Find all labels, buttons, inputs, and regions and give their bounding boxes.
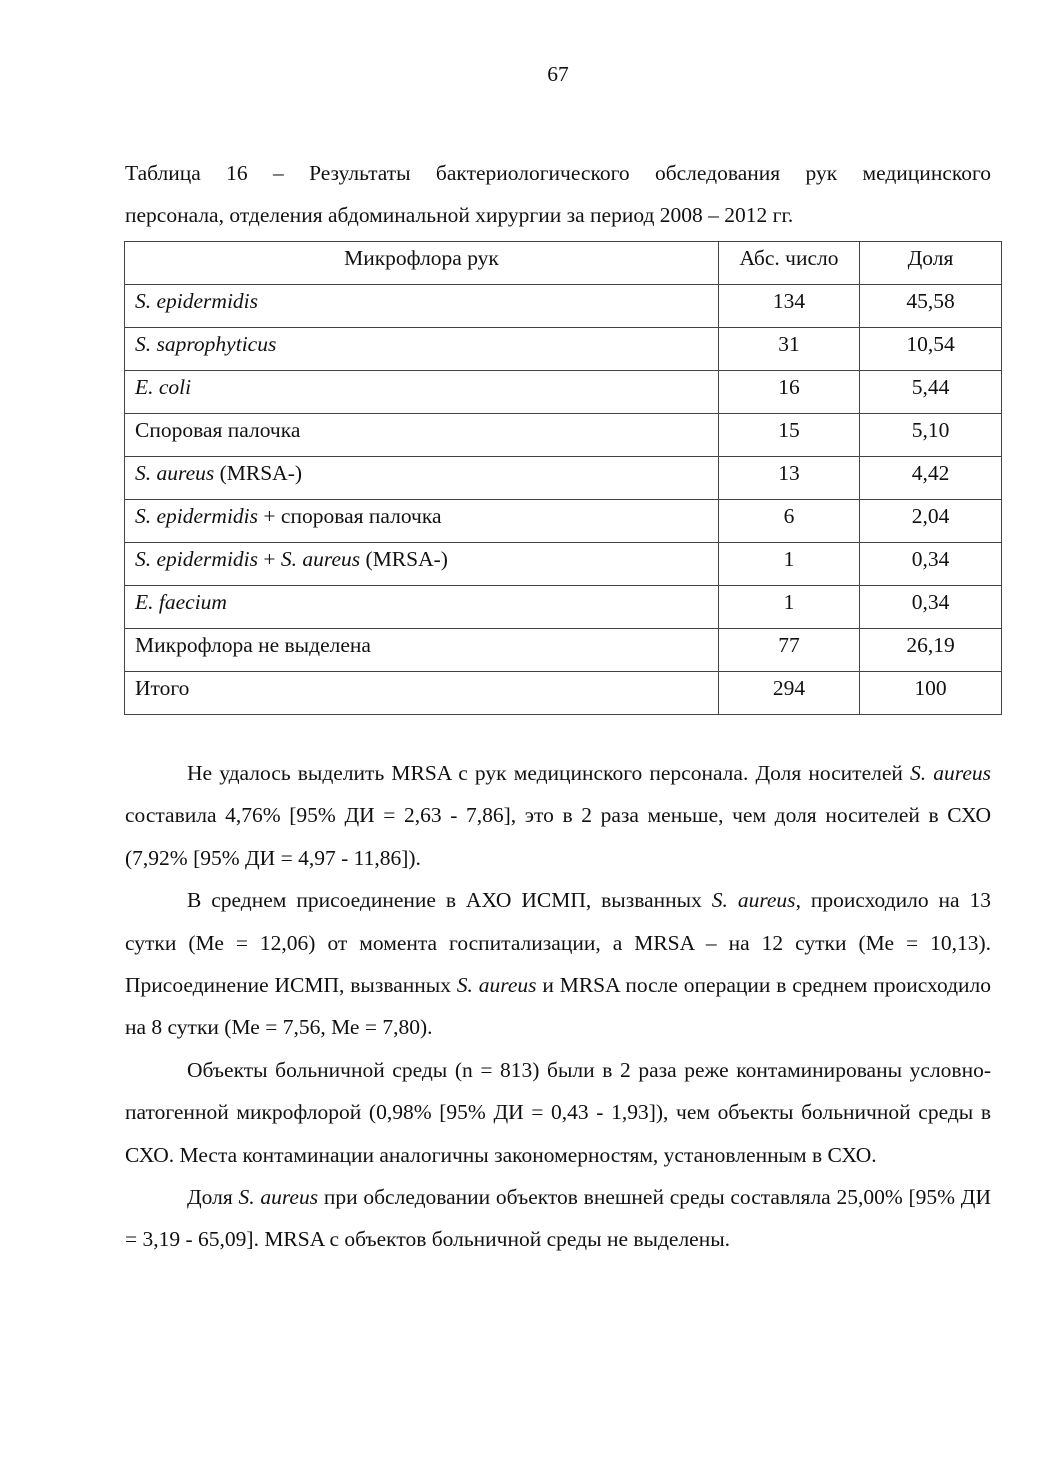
table-row bbox=[125, 414, 1002, 457]
cell-microflora bbox=[125, 457, 719, 500]
p2-text-c: , происходило на 13 сутки (Ме = 12,06) от момента госпитализации, а MRSA – на 12 сутки (Ме = 10,13). Присоединение ИСМП, вызванных bbox=[125, 888, 991, 998]
cell-abs-count: 16 bbox=[719, 371, 860, 414]
p4-text-c: при обследовании объектов внешней среды составляла 25,00% [95% ДИ = 3,19 - 65,09]. MRSA с объектов больничной среды не выделены. bbox=[125, 1185, 991, 1252]
cell-share: 0,34 bbox=[860, 543, 1002, 586]
table-row bbox=[125, 371, 1002, 414]
microflora-name-part: Микрофлора не выделена bbox=[135, 633, 371, 657]
caption-line-1: Таблица 16 – Результаты бактериологического обследования рук медицинского bbox=[125, 161, 991, 185]
cell-share: 10,54 bbox=[860, 328, 1002, 371]
cell-abs-count: 134 bbox=[719, 285, 860, 328]
cell-share: 4,42 bbox=[860, 457, 1002, 500]
paragraph-2 bbox=[125, 879, 991, 1049]
table-header-row bbox=[125, 242, 1002, 285]
microflora-name-part: S. epidermidis bbox=[135, 547, 259, 571]
cell-microflora bbox=[125, 543, 719, 586]
table-row bbox=[125, 543, 1002, 586]
p2-text-e: и MRSA после операции в среднем происходило на 8 сутки (Ме = 7,56, Ме = 7,80). bbox=[125, 973, 992, 1040]
paragraph-3 bbox=[125, 1049, 991, 1176]
microflora-name-part: S. aureus bbox=[280, 547, 361, 571]
table-row bbox=[125, 629, 1002, 672]
p2-species-2: S. aureus bbox=[456, 973, 537, 998]
cell-abs-count: 15 bbox=[719, 414, 860, 457]
cell-abs-count: 1 bbox=[719, 543, 860, 586]
microflora-name-part: (MRSA-) bbox=[214, 461, 303, 485]
page-number: 67 bbox=[547, 62, 569, 86]
table-row bbox=[125, 672, 1002, 715]
cell-microflora bbox=[125, 285, 719, 328]
header-microflora: Микрофлора рук bbox=[125, 242, 719, 285]
table-row bbox=[125, 586, 1002, 629]
microflora-name-part: S. epidermidis bbox=[135, 289, 259, 313]
microflora-name-part: (MRSA-) bbox=[360, 547, 448, 571]
cell-share: 5,10 bbox=[860, 414, 1002, 457]
cell-abs-count: 1 bbox=[719, 586, 860, 629]
body-text bbox=[125, 752, 991, 1261]
p4-species: S. aureus bbox=[238, 1185, 319, 1210]
paragraph-1 bbox=[125, 752, 991, 879]
microflora-name-part: S. saprophyticus bbox=[135, 332, 277, 356]
cell-microflora bbox=[125, 328, 719, 371]
microflora-name-part: + bbox=[258, 547, 281, 571]
paragraph-4 bbox=[125, 1176, 991, 1261]
cell-abs-count: 31 bbox=[719, 328, 860, 371]
p2-species-1: S. aureus bbox=[711, 888, 796, 913]
cell-microflora bbox=[125, 371, 719, 414]
p1-text-a: Не удалось выделить MRSA с рук медицинского персонала. Доля носителей bbox=[187, 761, 911, 785]
cell-share: 0,34 bbox=[860, 586, 1002, 629]
p1-species: S. aureus bbox=[910, 761, 991, 785]
table-caption bbox=[125, 152, 991, 236]
cell-microflora bbox=[125, 586, 719, 629]
p1-text-c: составила 4,76% [95% ДИ = 2,63 - 7,86], это в 2 раза меньше, чем доля носителей в СХО (7,92% [95% ДИ = 4,97 - 11,86]). bbox=[125, 803, 991, 870]
cell-share: 45,58 bbox=[860, 285, 1002, 328]
cell-abs-count: 6 bbox=[719, 500, 860, 543]
cell-microflora bbox=[125, 672, 719, 715]
p2-text-a: В среднем присоединение в АХО ИСМП, вызванных bbox=[187, 888, 712, 913]
cell-abs-count: 13 bbox=[719, 457, 860, 500]
microflora-name-part: Итого bbox=[135, 676, 190, 700]
cell-microflora bbox=[125, 629, 719, 672]
table-row bbox=[125, 285, 1002, 328]
cell-share: 26,19 bbox=[860, 629, 1002, 672]
microflora-name-part: E. coli bbox=[135, 375, 192, 399]
header-share: Доля bbox=[860, 242, 1002, 285]
header-abs-count: Абс. число bbox=[719, 242, 860, 285]
table-row bbox=[125, 500, 1002, 543]
microflora-name-part: Споровая палочка bbox=[135, 418, 301, 442]
p4-text-a: Доля bbox=[187, 1185, 239, 1210]
microflora-name-part: S. aureus bbox=[135, 461, 215, 485]
p3-text: Объекты больничной среды (n = 813) были в 2 раза реже контаминированы условно-патогенной микрофлорой (0,98% [95% ДИ = 0,43 - 1,93]), чем объекты больничной среды в СХО. Места контаминации аналогичны закономерностям, установленным в СХО. bbox=[125, 1057, 991, 1167]
cell-share: 2,04 bbox=[860, 500, 1002, 543]
cell-abs-count: 77 bbox=[719, 629, 860, 672]
cell-microflora bbox=[125, 500, 719, 543]
microflora-table bbox=[124, 241, 1002, 715]
cell-share: 5,44 bbox=[860, 371, 1002, 414]
microflora-name-part: S. epidermidis bbox=[135, 504, 259, 528]
microflora-name-part: + споровая палочка bbox=[258, 504, 442, 528]
caption-line-2: персонала, отделения абдоминальной хирургии за период 2008 – 2012 гг. bbox=[125, 203, 794, 227]
microflora-name-part: E. faecium bbox=[135, 590, 227, 614]
cell-abs-count: 294 bbox=[719, 672, 860, 715]
cell-share: 100 bbox=[860, 672, 1002, 715]
table-row bbox=[125, 457, 1002, 500]
cell-microflora bbox=[125, 414, 719, 457]
table-row bbox=[125, 328, 1002, 371]
